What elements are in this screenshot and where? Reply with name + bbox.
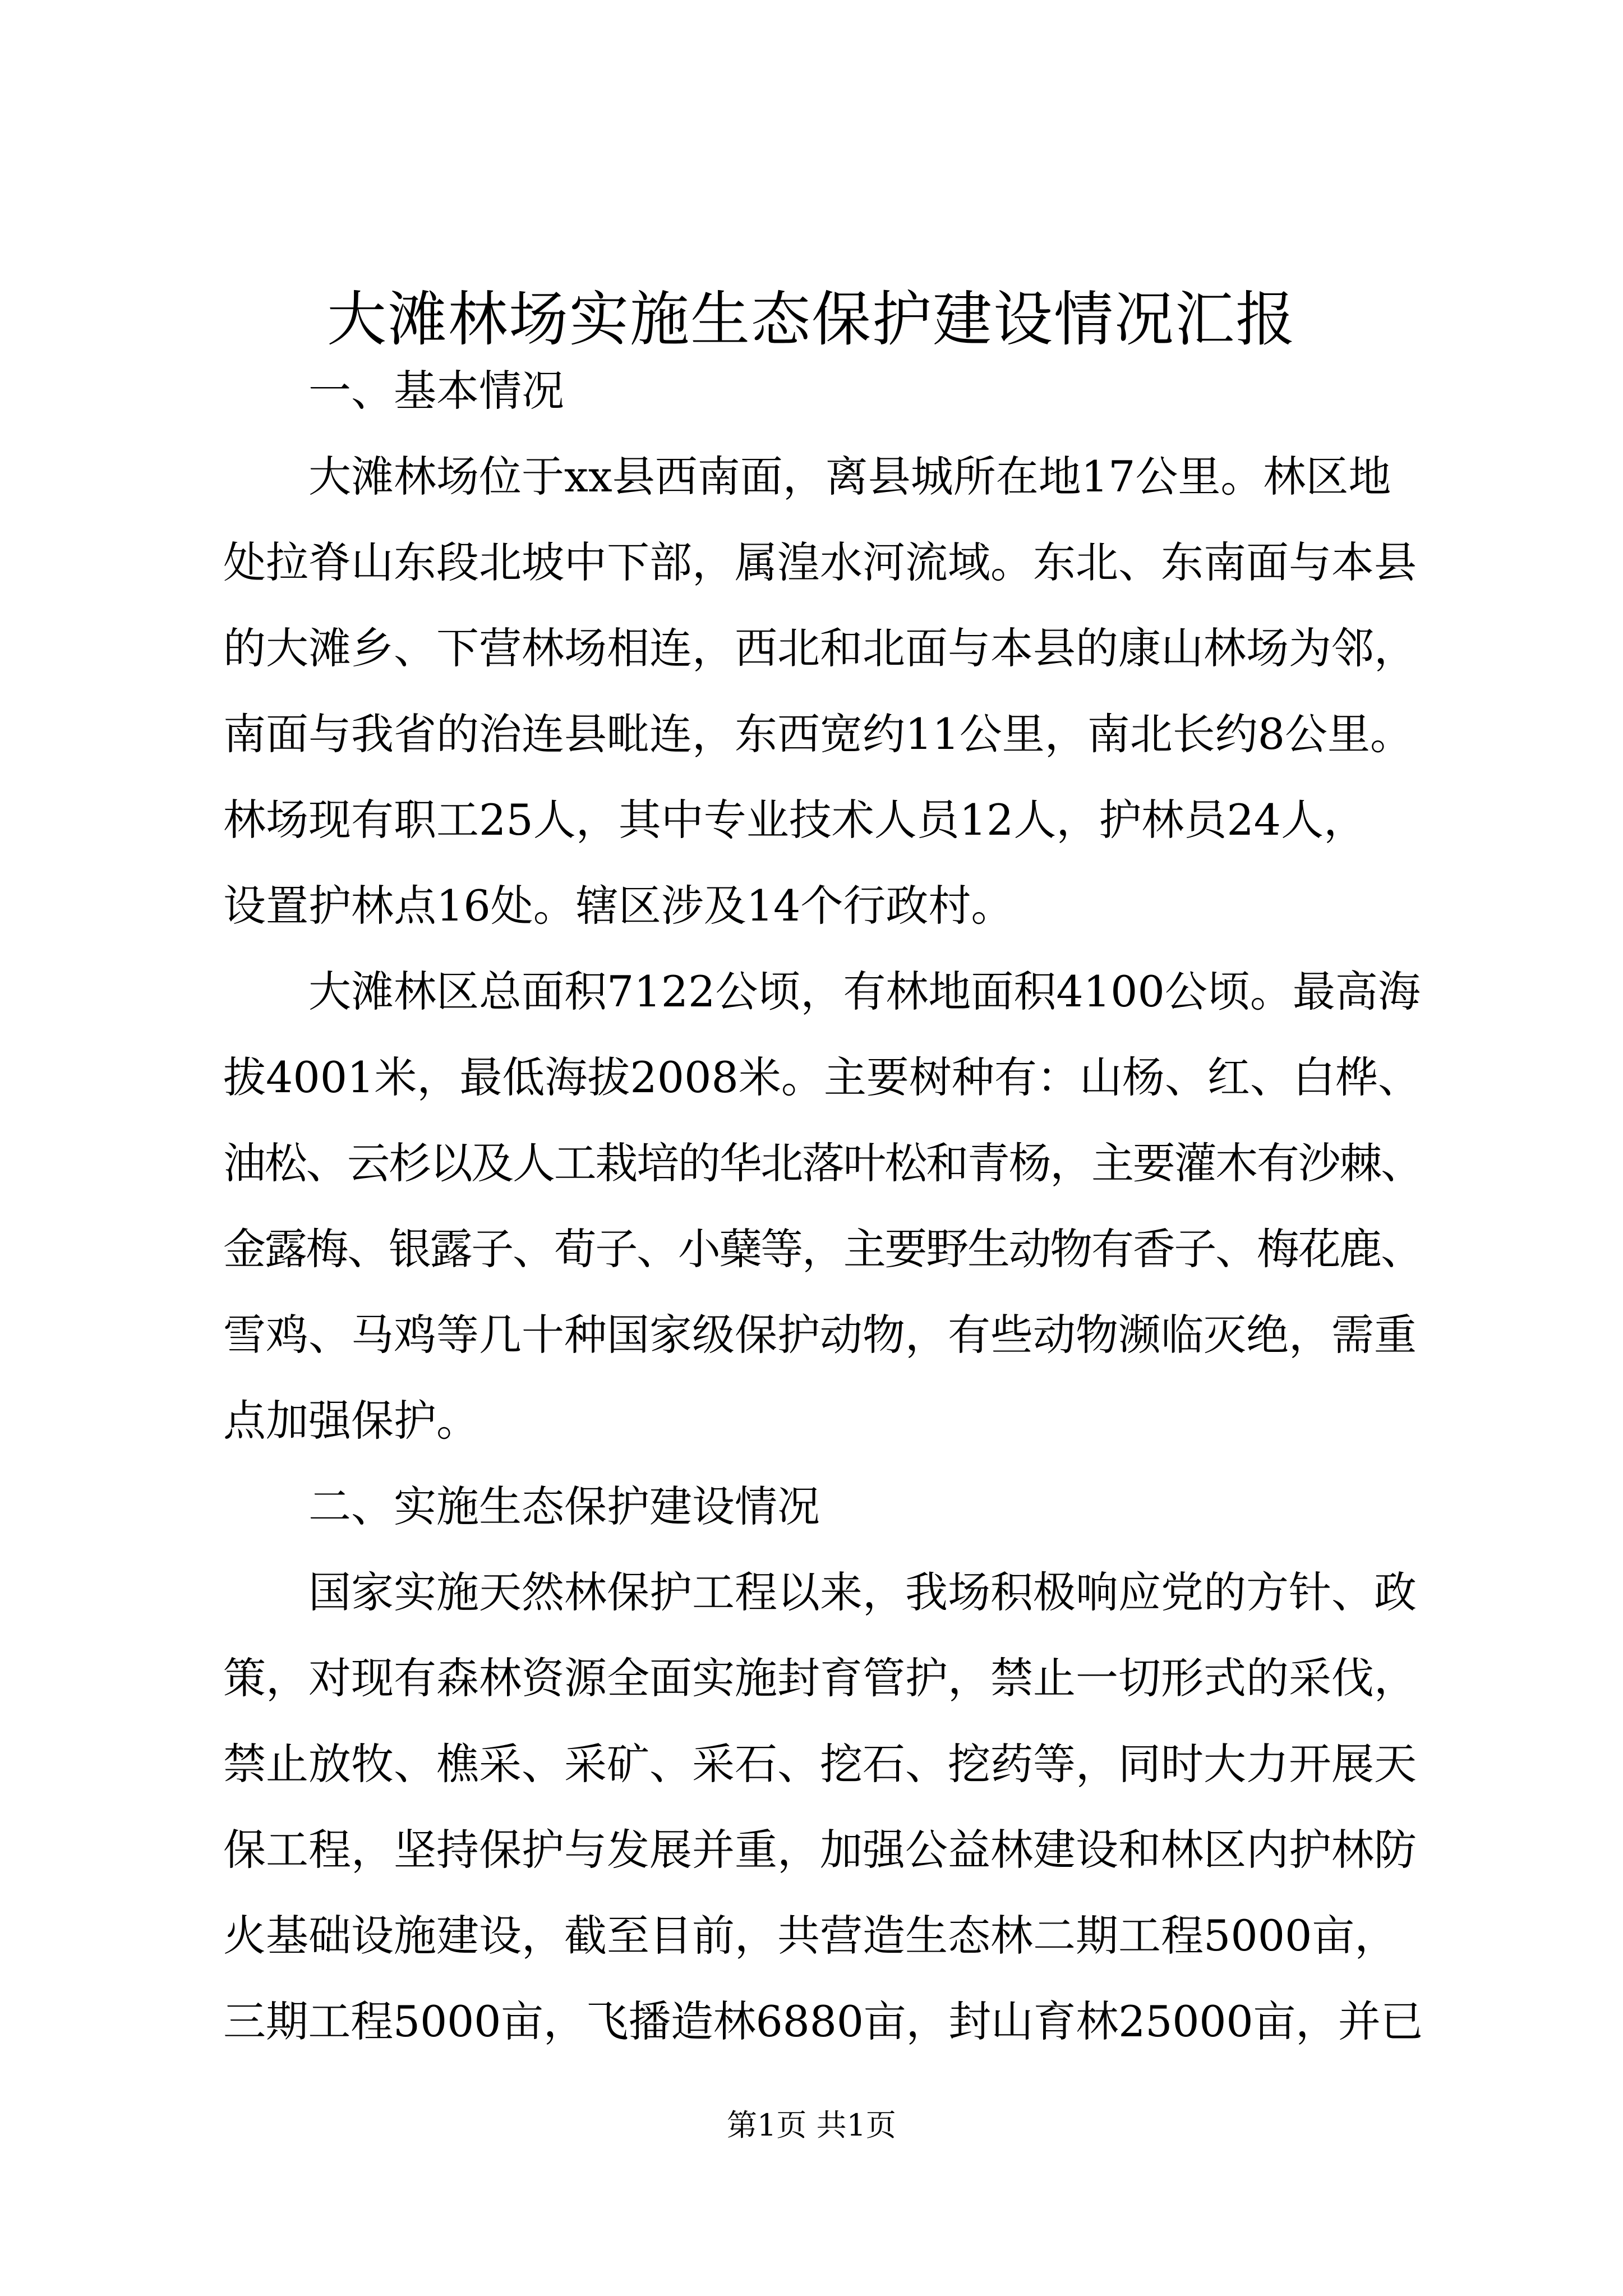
document-title: 大滩林场实施生态保护建设情况汇报 bbox=[327, 285, 1296, 354]
text-line: 的大滩乡、下营林场相连，西北和北面与本县的康山林场为邻， bbox=[223, 623, 1417, 673]
text-line: 策，对现有森林资源全面实施封育管护，禁止一切形式的采伐， bbox=[223, 1653, 1417, 1703]
document-body bbox=[223, 348, 1423, 2064]
text-line: 禁止放牧、樵采、采矿、采石、挖石、挖药等，同时大力开展天 bbox=[223, 1739, 1417, 1789]
text-line: 林场现有职工25人，其中专业技术人员12人，护林员24人， bbox=[223, 795, 1367, 845]
text-line: 大滩林场位于xx县西南面，离县城所在地17公里。林区地 bbox=[308, 452, 1391, 501]
text-line: 三期工程5000亩，飞播造林6880亩，封山育林25000亩，并已 bbox=[223, 1996, 1423, 2046]
text-line: 油松、云杉以及人工栽培的华北落叶松和青杨，主要灌木有沙棘、 bbox=[223, 1138, 1422, 1188]
text-line: 点加强保护。 bbox=[223, 1396, 479, 1446]
text-line: 南面与我省的治连县毗连，东西宽约11公里，南北长约8公里。 bbox=[223, 709, 1413, 759]
text-line: 雪鸡、马鸡等几十种国家级保护动物，有些动物濒临灭绝，需重 bbox=[223, 1310, 1417, 1360]
text-line: 拔4001米，最低海拔2008米。主要树种有：山杨、红、白桦、 bbox=[223, 1052, 1421, 1102]
page-footer: 第1页 共1页 bbox=[727, 2108, 896, 2143]
text-line: 国家实施天然林保护工程以来，我场积极响应党的方针、政 bbox=[308, 1567, 1417, 1617]
text-line: 保工程，坚持保护与发展并重，加强公益林建设和林区内护林防 bbox=[223, 1825, 1417, 1875]
text-line: 一、基本情况 bbox=[308, 366, 564, 416]
text-line: 处拉脊山东段北坡中下部，属湟水河流域。东北、东南面与本县 bbox=[223, 537, 1417, 587]
text-line: 金露梅、银露子、荀子、小蘖等，主要野生动物有香子、梅花鹿、 bbox=[223, 1224, 1422, 1274]
text-line: 大滩林区总面积7122公顷，有林地面积4100公顷。最高海 bbox=[308, 967, 1421, 1016]
text-line: 火基础设施建设，截至目前，共营造生态林二期工程5000亩， bbox=[223, 1911, 1398, 1961]
text-line: 二、实施生态保护建设情况 bbox=[308, 1481, 820, 1531]
text-line: 设置护林点16处。辖区涉及14个行政村。 bbox=[223, 881, 1014, 931]
